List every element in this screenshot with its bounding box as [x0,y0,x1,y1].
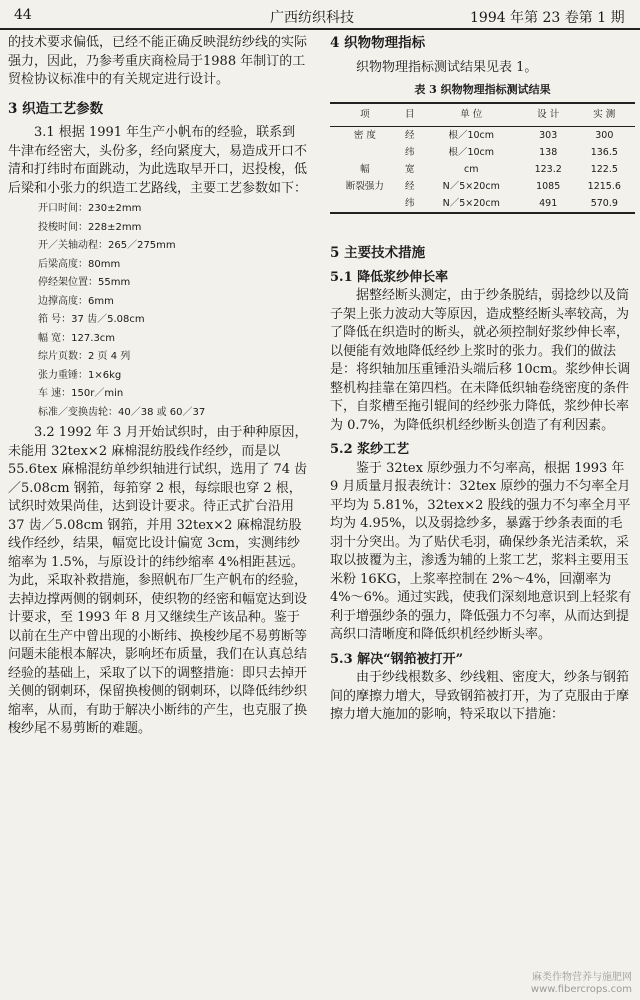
intro-paragraph: 的技术要求偏低，已经不能正确反映混纺纱线的实际强力，因此，乃参考重庆商检局于1988 年制订的工贸检协议标准中的有关规定进行设计。 [8,35,308,87]
table-row [330,127,635,145]
table-cell: 断裂强力 [345,181,384,192]
table-row [330,144,635,161]
param-item: 张力重锤：1×6kg [38,369,122,381]
paragraph-3-2: 3.2 1992 年 3 月开始试织时，由于种种原因，未能用 32tex×2 麻棉混纺股线作经纱，而是以 55.6tex 麻棉混纺单纱织轴进行试织，选用了 74 齿／5.08cm 钢筘，每筘穿 2 根，每综眼也穿 2 根，试织时效果尚佳，达到设计要求。待正式扩台沿用 37 齿／5.08cm 钢筘，并用 32tex×2 麻棉混纺股线作经纱，结果，幅宽比设计偏宽 3cm，实测纬纱缩率为 1.5%，与原设计的纬纱缩率 4%相距甚远。为此，采取补救措施，参照帆布厂生产帆布的经验，去掉边撑两侧的钢刺环，使织物的经密和幅宽达到设计要求，至 1993 年 8 月又继续生产该品种。鉴于以前在生产中曾出现的小断纬、换梭纱尾不易剪断等问题未能根本解决，影响坯布质量，我们在认真总结经验的基础上，采取了以下的调整措施：即只去掉开关侧的钢刺环，保留换梭侧的钢刺环，以降低纬纱织缩率，从而，有助于解决小断纬的产生，也克服了换梭纱尾不易剪断的难题。 [8,425,308,736]
subsection-5-2-heading: 5.2 浆纱工艺 [330,442,410,457]
paragraph-5-3: 由于纱线根数多、纱线粗、密度大，纱条与钢筘间的摩擦力增大，导致钢筘被打开，为了克服由于摩擦力增大施加的影响，特采取以下措施： [330,670,630,722]
table-header-cell: 目 [400,103,420,127]
param-item: 后梁高度：80mm [38,258,121,270]
table-header-cell: 项 [330,103,400,127]
table-header-cell: 设 计 [523,103,574,127]
param-item: 车 速：150r／min [38,388,124,399]
table-header-cell: 单 位 [420,103,523,127]
journal-title: 广西纺织科技 [270,10,354,26]
param-item: 停经架位置：55mm [38,277,131,288]
table-cell: 138 [539,147,558,158]
watermark-url: www.fibercrops.com [530,984,632,995]
section-4-heading: 4 织物物理指标 [330,35,426,51]
physical-index-table [330,102,635,215]
process-parameters-list [38,200,308,422]
param-item: 投梭时间：228±2mm [38,221,142,233]
table-cell: 纬 [400,195,420,213]
param-item: 综片页数：2 页 4 列 [38,351,131,362]
table-cell: 491 [523,195,574,213]
param-item: 开口时间：230±2mm [38,203,142,214]
table-cell: 密 度 [353,130,376,141]
table-cell: 经 [404,181,415,192]
table-cell: N／5×20cm [420,195,523,213]
table-cell: N／5×20cm [442,181,500,192]
param-item: 筘 号：37 齿／5.08cm [38,314,145,325]
table-cell: 根／10cm [448,130,495,141]
paragraph-4: 织物物理指标测试结果见表 1。 [356,59,538,75]
issue-info: 1994 年第 23 卷第 1 期 [470,10,625,26]
table-cell: 122.5 [590,164,618,175]
table-row [330,178,635,195]
left-column [8,34,308,739]
table-row [330,161,635,178]
page-header [0,0,640,28]
table-cell: 根／10cm [448,147,495,158]
subsection-5-1-heading: 5.1 降低浆纱伸长率 [330,269,449,285]
right-column [330,34,635,725]
table-cell: 纬 [404,147,415,158]
section-5-heading: 5 主要技术措施 [330,245,426,261]
table-header-row [330,103,635,127]
table-cell: 1215.6 [587,181,621,192]
table-cell: 300 [595,130,614,141]
subsection-5-3-heading: 5.3 解决“钢筘被打开” [330,651,464,667]
table-cell: 经 [404,130,415,141]
table-cell: cm [464,164,479,175]
table-cell: 303 [539,130,558,141]
table-cell: 宽 [404,164,415,175]
table-cell: 123.2 [534,164,562,175]
table-cell: 幅 [360,164,370,175]
table-cell: 136.5 [590,147,618,158]
table-cell [330,195,400,213]
table-header-cell: 实 测 [574,103,635,127]
table-cell [330,144,400,161]
table-cell: 1085 [536,181,561,192]
table-caption: 表 3 织物物理指标测试结果 [414,83,551,96]
paragraph-5-1: 据整经断头测定，由于纱条脱结，弱捻纱以及筒子架上张力波动大等原因，造成整经断头率较高，为了降低在织造时的断头，就必须控制好浆纱伸长率，以便能有效地降低经纱上浆时的张力。我们的做法是：将织轴加压重锤沿头端后移 10cm。浆纱伸长调整机构挂靠在第四档。在未降低织轴卷绕密度的条件下，自浆槽至拖引辊间的经纱张力降低，浆纱伸长率为 0.7%，为降低织机经纱断头创造了有利因素。 [330,288,631,433]
param-item: 标准／变换齿轮：40／38 或 60／37 [38,406,206,418]
paragraph-5-2: 鉴于 32tex 原纱强力不匀率高，根据 1993 年 9 月质量月报表统计：32tex 原纱的强力不匀率全月平均为 5.81%，32tex×2 股线的强力不匀率全月平均为 4.95%，以及弱捻纱多，暴露于纱条表面的毛羽十分突出。为了贴伏毛羽，确保纱条光洁柔软，采取以披覆为主，渗透为辅的上浆工艺，浆料主要用玉米粉 16KG，上浆率控制在 2%～4%，回潮率为 4%～6%。通过实践，使我们深刻地意识到上轻浆有利于增强纱条的强力，降低强力不匀率，从而达到提高织口清晰度和降低织机经纱断头率。 [330,460,632,642]
param-item: 开／关轴动程：265／275mm [38,240,176,251]
table-row [330,195,635,213]
page-number: 44 [14,7,32,23]
table-cell: 570.9 [574,195,635,213]
section-3-heading: 3 织造工艺参数 [8,100,104,117]
param-item: 边撑高度：6mm [38,295,114,307]
header-rule [0,28,640,30]
paragraph-3-1: 3.1 根据 1991 年生产小帆布的经验，联系到牛津布经密大，头份多，经向紧度大，易造成开口不清和打纬时布面跳动，为此选取早开口，迟投梭，低后梁和小张力的织造工艺路线，主要工艺参数如下： [8,125,308,196]
watermark-line: 麻类作物营养与施肥网 [532,972,632,983]
param-item: 幅 宽：127.3cm [38,332,116,344]
watermark [531,972,632,996]
